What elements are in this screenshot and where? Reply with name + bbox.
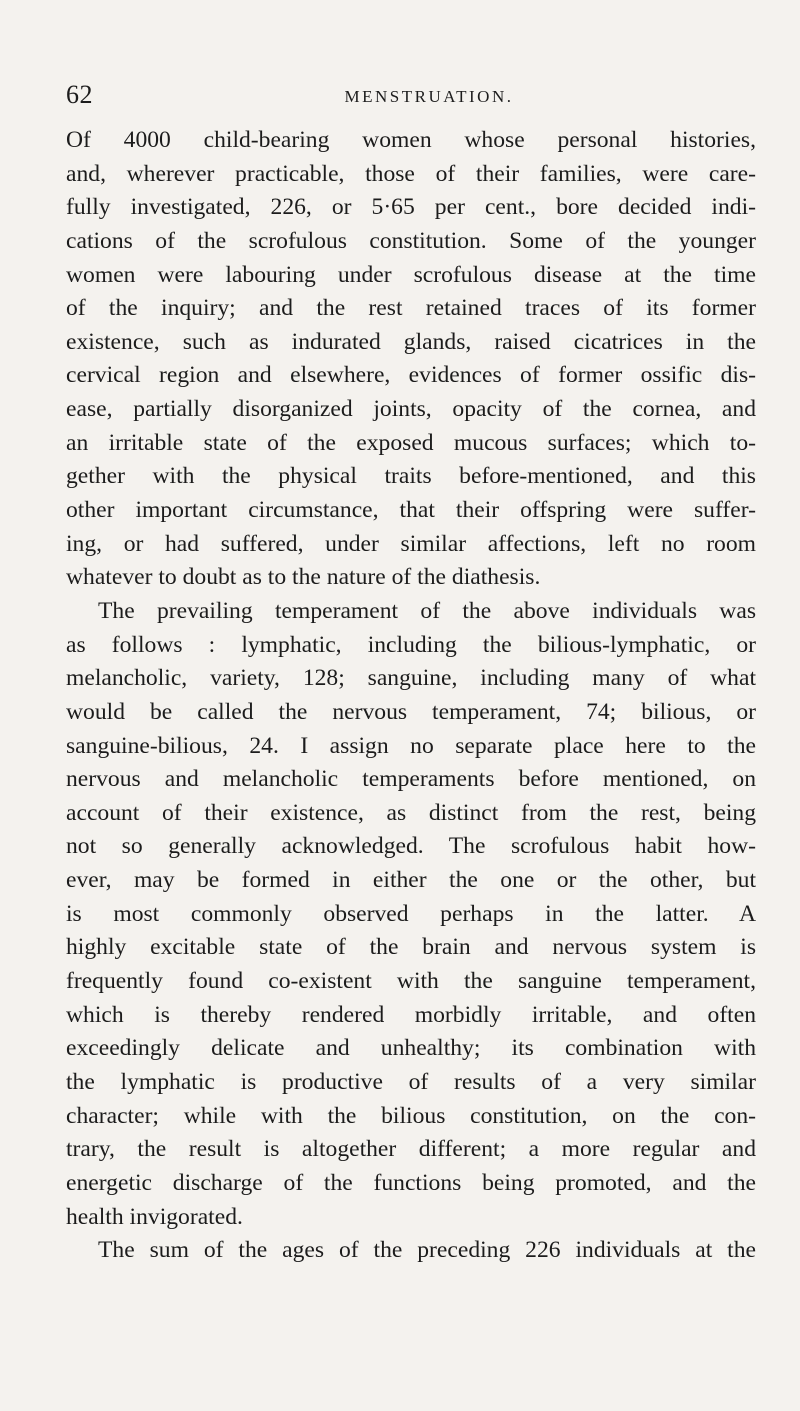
text-line: Of 4000 child-bearing women whose personal histories, <box>66 127 756 153</box>
text-line: melancholic, variety, 128; sanguine, including many of what <box>66 665 756 692</box>
text-line: ing, or had suffered, under similar affections, left no room <box>66 530 756 557</box>
text-line: character; while with the bilious constitution, on the con- <box>66 1102 756 1129</box>
text-line: which is thereby rendered morbidly irritable, and often <box>66 1001 756 1028</box>
text-line: other important circumstance, that their offspring were suffer- <box>66 497 756 524</box>
text-line: the lymphatic is productive of results of a very similar <box>66 1068 756 1095</box>
text-line: not so generally acknowledged. The scrofulous habit how- <box>66 833 756 860</box>
text-line: cations of the scrofulous constitution. Some of the younger <box>66 227 756 254</box>
text-line: account of their existence, as distinct from the rest, being <box>66 799 756 826</box>
page-number: 62 <box>66 80 93 109</box>
running-head: MENSTRUATION. <box>344 87 514 106</box>
text-line: frequently found co-existent with the sanguine temperament, <box>66 968 756 995</box>
text-line: would be called the nervous temperament, 74; bilious, or <box>66 698 756 725</box>
text-line: The prevailing temperament of the above individuals was <box>98 597 756 624</box>
text-line: The sum of the ages of the preceding 226 individuals at the <box>98 1237 756 1264</box>
text-line: ease, partially disorganized joints, opacity of the cornea, and <box>66 396 756 423</box>
text-line: is most commonly observed perhaps in the latter. A <box>66 900 756 927</box>
text-line: fully investigated, 226, or 5·65 per cent., bore decided indi- <box>66 194 756 221</box>
text-line: gether with the physical traits before-mentioned, and this <box>66 463 756 490</box>
text-line: health invigorated. <box>66 1203 243 1230</box>
text-line: highly excitable state of the brain and nervous system is <box>66 934 756 961</box>
text-line: trary, the result is altogether different; a more regular and <box>66 1136 756 1163</box>
text-line: cervical region and elsewhere, evidences of former ossific dis- <box>66 362 756 389</box>
text-line: as follows : lymphatic, including the bilious-lymphatic, or <box>66 631 756 658</box>
body-text <box>66 124 756 1268</box>
text-line: whatever to doubt as to the nature of the diathesis. <box>66 564 541 591</box>
text-line: exceedingly delicate and unhealthy; its combination with <box>66 1035 756 1062</box>
text-line: energetic discharge of the functions being promoted, and the <box>66 1169 756 1196</box>
text-line: ever, may be formed in either the one or the other, but <box>66 867 756 894</box>
text-line: and, wherever practicable, those of their families, were care- <box>66 160 756 187</box>
text-line: of the inquiry; and the rest retained traces of its former <box>66 295 756 322</box>
text-line: an irritable state of the exposed mucous surfaces; which to- <box>66 429 756 456</box>
text-line: nervous and melancholic temperaments before mentioned, on <box>66 766 756 793</box>
page-header <box>66 78 756 112</box>
text-line: women were labouring under scrofulous disease at the time <box>66 261 756 288</box>
text-line: existence, such as indurated glands, raised cicatrices in the <box>66 328 756 355</box>
text-line: sanguine-bilious, 24. I assign no separate place here to the <box>66 732 756 759</box>
